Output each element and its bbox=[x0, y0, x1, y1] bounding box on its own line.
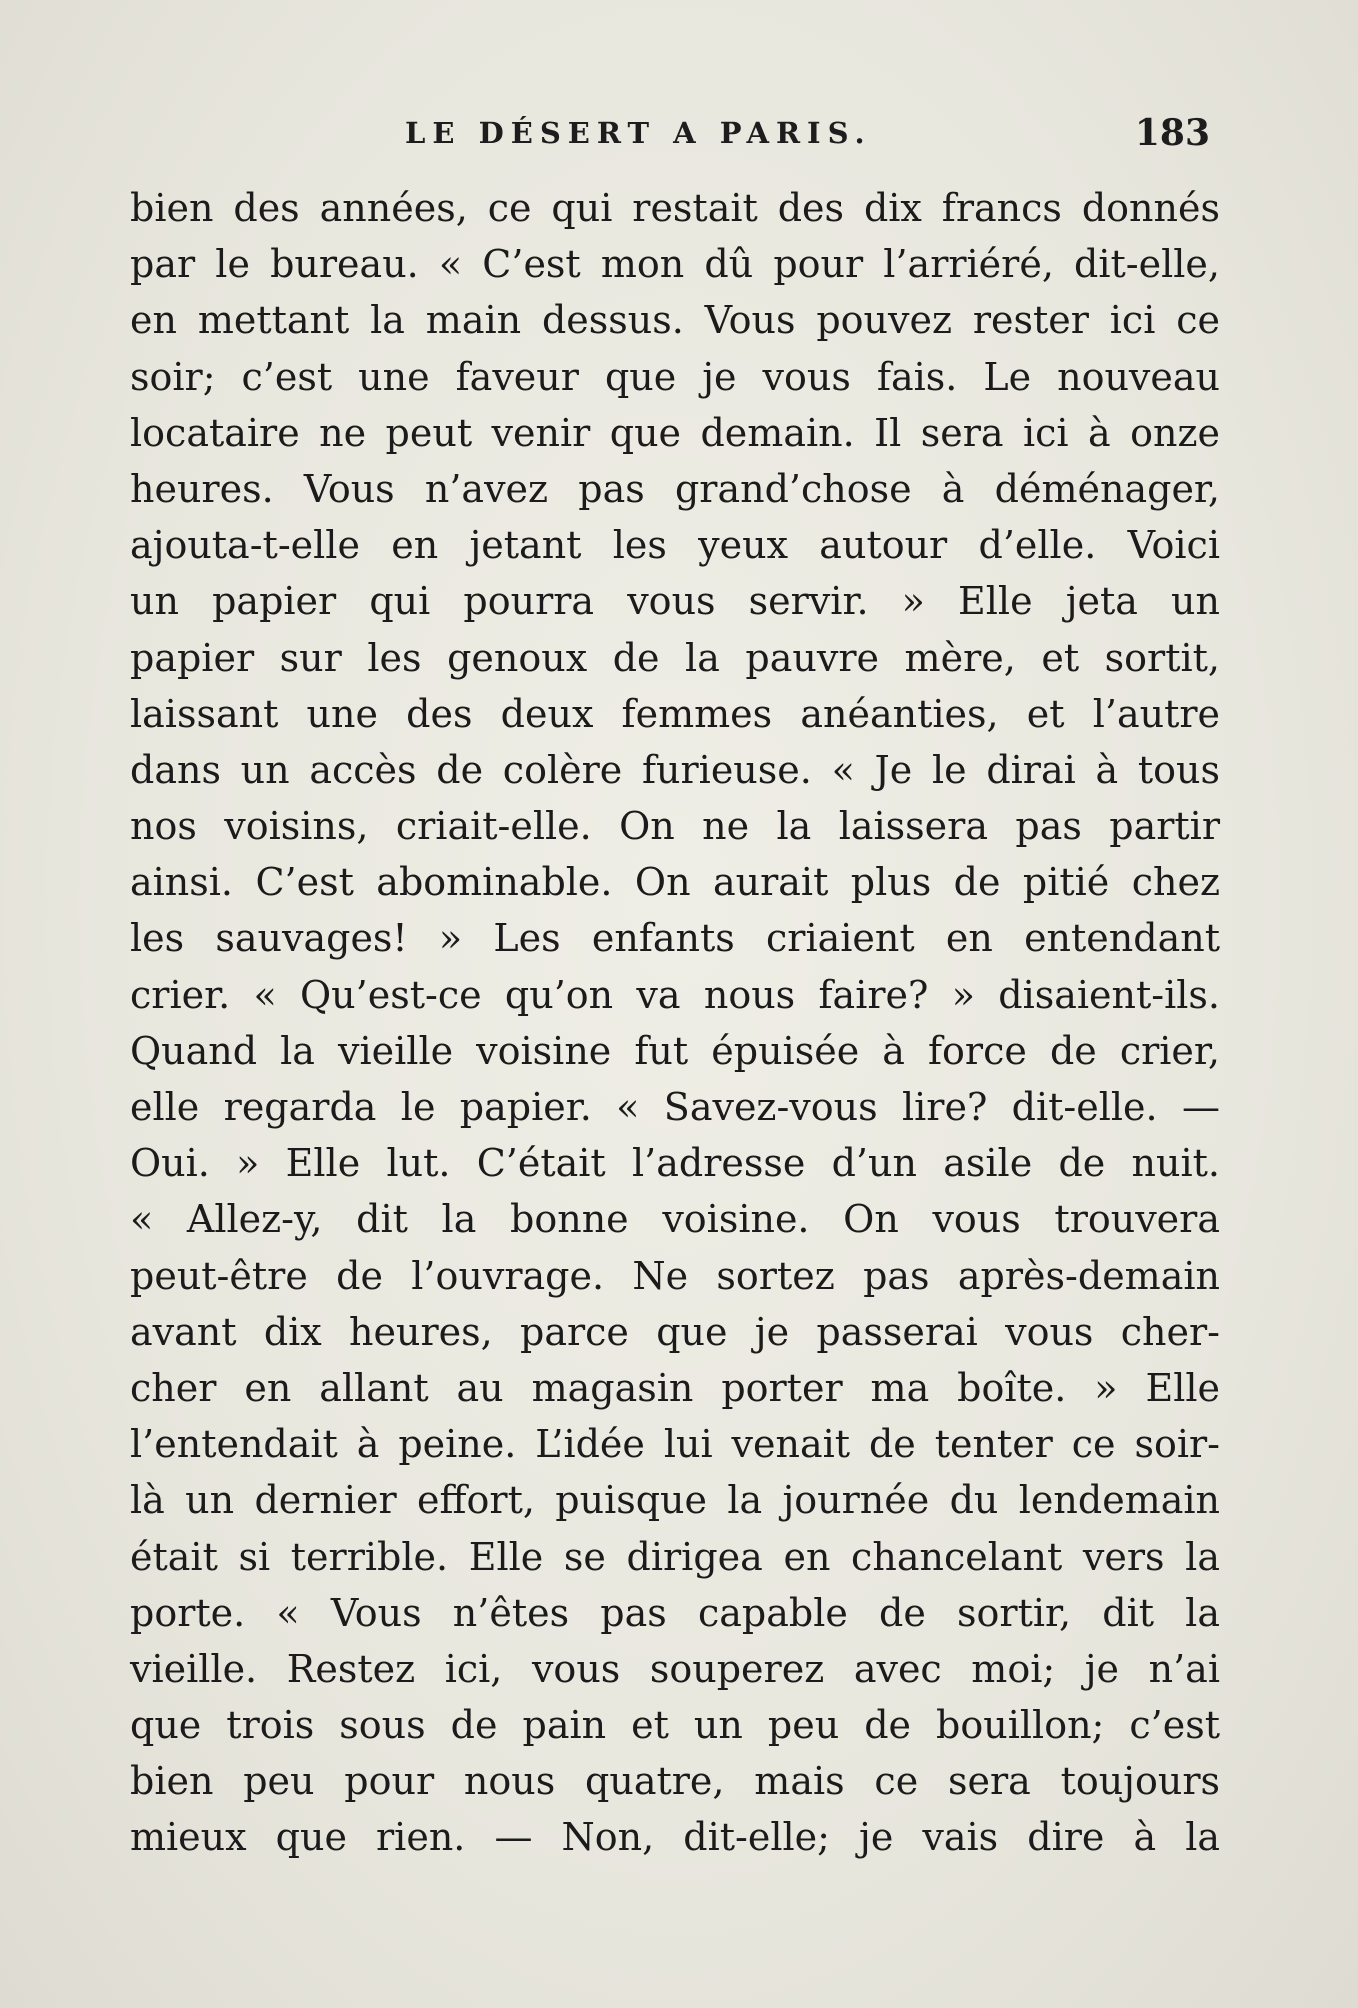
text-line: par le bureau. « C’est mon dû pour l’arriéré, dit-elle, bbox=[130, 242, 1220, 287]
text-line: avant dix heures, parce que je passerai vous cher- bbox=[130, 1309, 1220, 1354]
text-line: Quand la vieille voisine fut épuisée à force de crier, bbox=[130, 1028, 1220, 1073]
text-line: crier. « Qu’est-ce qu’on va nous faire? » disaient-ils. bbox=[130, 972, 1220, 1017]
text-line: était si terrible. Elle se dirigea en chancelant vers la bbox=[130, 1534, 1220, 1579]
text-line: cher en allant au magasin porter ma boîte. » Elle bbox=[130, 1365, 1220, 1410]
page-header bbox=[130, 112, 1210, 162]
text-line: en mettant la main dessus. Vous pouvez rester ici ce bbox=[130, 298, 1220, 343]
text-line: mieux que rien. — Non, dit-elle; je vais dire à la bbox=[130, 1815, 1220, 1860]
text-line: bien des années, ce qui restait des dix francs donnés bbox=[130, 186, 1220, 230]
text-line: dans un accès de colère furieuse. « Je le dirai à tous bbox=[130, 747, 1220, 792]
text-line: l’entendait à peine. L’idée lui venait de tenter ce soir- bbox=[130, 1422, 1220, 1467]
text-line: les sauvages! » Les enfants criaient en entendant bbox=[130, 916, 1220, 961]
text-line: Oui. » Elle lut. C’était l’adresse d’un asile de nuit. bbox=[130, 1141, 1220, 1186]
text-line: ajouta-t-elle en jetant les yeux autour d’elle. Voici bbox=[130, 523, 1220, 568]
text-line: papier sur les genoux de la pauvre mère, et sortit, bbox=[130, 635, 1220, 680]
page-number: 183 bbox=[1134, 112, 1210, 154]
text-line: laissant une des deux femmes anéanties, et l’autre bbox=[130, 691, 1220, 736]
text-line: heures. Vous n’avez pas grand’chose à déménager, bbox=[130, 466, 1220, 511]
text-line: nos voisins, criait-elle. On ne la laissera pas partir bbox=[130, 804, 1220, 849]
text-line: soir; c’est une faveur que je vous fais. Le nouveau bbox=[130, 354, 1220, 399]
text-line: porte. « Vous n’êtes pas capable de sortir, dit la bbox=[130, 1590, 1220, 1635]
text-line: là un dernier effort, puisque la journée du lendemain bbox=[130, 1478, 1220, 1523]
text-line: « Allez-y, dit la bonne voisine. On vous trouvera bbox=[130, 1197, 1220, 1242]
text-line: peut-être de l’ouvrage. Ne sortez pas après-demain bbox=[130, 1253, 1220, 1298]
text-line: ainsi. C’est abominable. On aurait plus de pitié chez bbox=[130, 860, 1220, 905]
body-text bbox=[130, 180, 1220, 1866]
text-line: que trois sous de pain et un peu de bouillon; c’est bbox=[130, 1703, 1220, 1748]
running-title: LE DÉSERT A PARIS. bbox=[405, 116, 872, 150]
text-line: locataire ne peut venir que demain. Il sera ici à onze bbox=[130, 410, 1220, 455]
text-line: vieille. Restez ici, vous souperez avec moi; je n’ai bbox=[130, 1646, 1220, 1691]
text-line: elle regarda le papier. « Savez-vous lire? dit-elle. — bbox=[130, 1085, 1220, 1129]
text-line: un papier qui pourra vous servir. » Elle jeta un bbox=[130, 579, 1220, 624]
text-line: bien peu pour nous quatre, mais ce sera toujours bbox=[130, 1759, 1220, 1804]
